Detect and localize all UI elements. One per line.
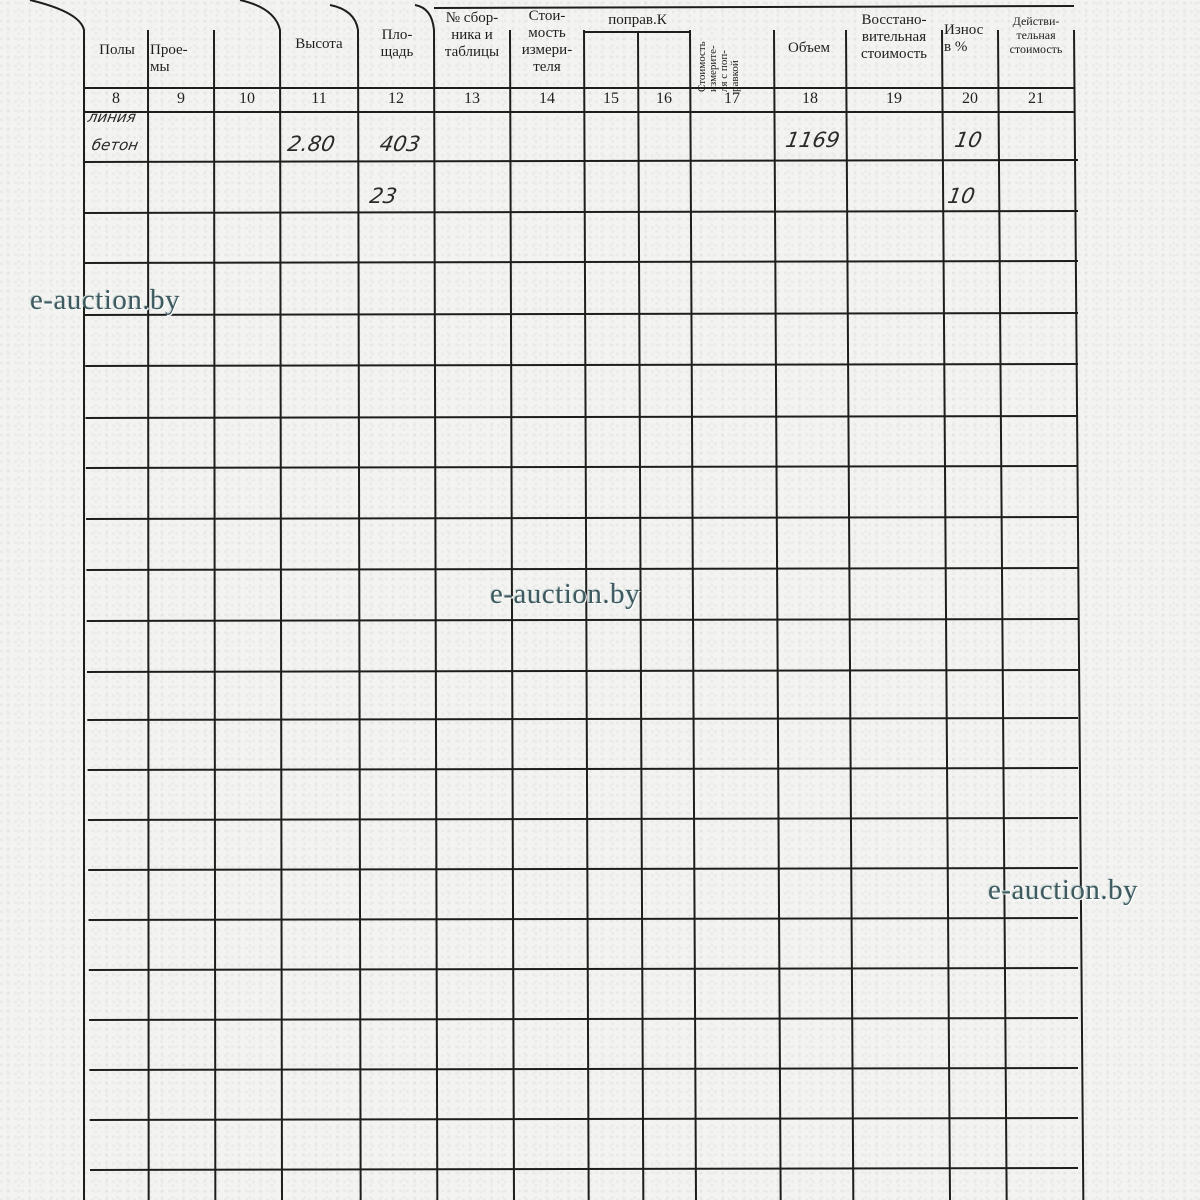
tab-edge-2 xyxy=(240,0,280,30)
column-number-16: 16 xyxy=(656,90,672,107)
vertical-lines xyxy=(84,30,1083,1200)
grid-vline xyxy=(214,30,215,1200)
grid-vline xyxy=(510,30,514,1200)
grid-hline xyxy=(86,517,1078,519)
header-actual-cost: Действи- тельная стоимость xyxy=(1009,14,1063,56)
grid-hline xyxy=(85,261,1078,263)
grid-vline xyxy=(638,32,643,1200)
watermark-2: e-auction.by xyxy=(490,578,641,610)
watermark-3: e-auction.by xyxy=(988,874,1139,906)
grid-vline xyxy=(690,30,696,1200)
wear-value-1: 10 xyxy=(952,128,984,152)
grid-hline xyxy=(85,313,1078,315)
grid-vline xyxy=(280,30,282,1200)
header-height: Высота xyxy=(295,36,343,52)
grid-hline xyxy=(87,619,1078,621)
column-number-18: 18 xyxy=(802,90,818,107)
grid-vline xyxy=(358,30,361,1200)
area-value-2: 23 xyxy=(367,184,399,208)
header-unit-cost: Стои- мость измери- теля xyxy=(521,8,573,75)
grid-hline xyxy=(87,670,1078,672)
grid-hline xyxy=(89,1068,1078,1070)
grid-hline xyxy=(86,568,1078,570)
grid-hline xyxy=(88,868,1078,870)
grid-vline xyxy=(434,30,437,1200)
grid-hline xyxy=(89,1018,1078,1020)
grid-vline xyxy=(1074,30,1083,1200)
column-number-9: 9 xyxy=(177,90,185,107)
header-floors: Полы xyxy=(99,42,135,58)
grid-hline xyxy=(89,918,1079,920)
grid-hline xyxy=(86,466,1078,468)
watermark-1: e-auction.by xyxy=(30,284,181,316)
header-wear: Износ в % xyxy=(944,22,984,55)
column-number-13: 13 xyxy=(464,90,480,107)
grid-hline xyxy=(88,768,1078,770)
grid-hline xyxy=(85,364,1078,366)
grid-hline xyxy=(90,1168,1078,1170)
column-number-8: 8 xyxy=(112,90,120,107)
volume-value: 1169 xyxy=(783,128,842,152)
wear-value-2: 10 xyxy=(945,184,977,208)
column-number-14: 14 xyxy=(539,90,555,107)
column-number-20: 20 xyxy=(962,90,978,107)
grid-vline xyxy=(998,30,1007,1200)
tab-edge-3 xyxy=(330,5,358,30)
header-openings: Прое- мы xyxy=(150,42,188,75)
grid-hline xyxy=(90,1118,1078,1120)
column-number-15: 15 xyxy=(603,90,619,107)
grid-hline xyxy=(88,818,1078,820)
header-restoration-cost: Восстано- вительная стоимость xyxy=(861,12,927,62)
header-corrected-cost: Стоимость измерите- ля с поп- равкой xyxy=(696,41,741,92)
column-number-19: 19 xyxy=(886,90,902,107)
column-number-11: 11 xyxy=(311,90,327,107)
grid-hline xyxy=(86,416,1079,418)
tab-edge-left xyxy=(30,0,84,1200)
grid-hline xyxy=(87,718,1078,720)
floor-text-1: линия xyxy=(86,108,138,126)
header-collection: № сбор- ника и таблицы xyxy=(444,10,500,60)
column-number-17: 17 xyxy=(724,90,740,107)
column-number-21: 21 xyxy=(1028,90,1044,107)
column-number-12: 12 xyxy=(388,90,404,107)
grid-vline xyxy=(584,30,589,1200)
height-value: 2.80 xyxy=(285,132,337,156)
grid-hline xyxy=(84,211,1078,213)
column-number-10: 10 xyxy=(239,90,255,107)
header-correction-group: поправ.К xyxy=(608,12,667,28)
grid-hline xyxy=(84,160,1078,162)
grid-hline xyxy=(89,968,1078,970)
grid-vline xyxy=(148,30,149,1200)
header-volume: Объем xyxy=(788,40,830,56)
floor-text-2: бетон xyxy=(90,136,140,154)
grid-vline xyxy=(846,30,853,1200)
area-value-1: 403 xyxy=(377,132,423,156)
header-area: Пло- щадь xyxy=(380,27,414,60)
grid-vline xyxy=(774,30,781,1200)
